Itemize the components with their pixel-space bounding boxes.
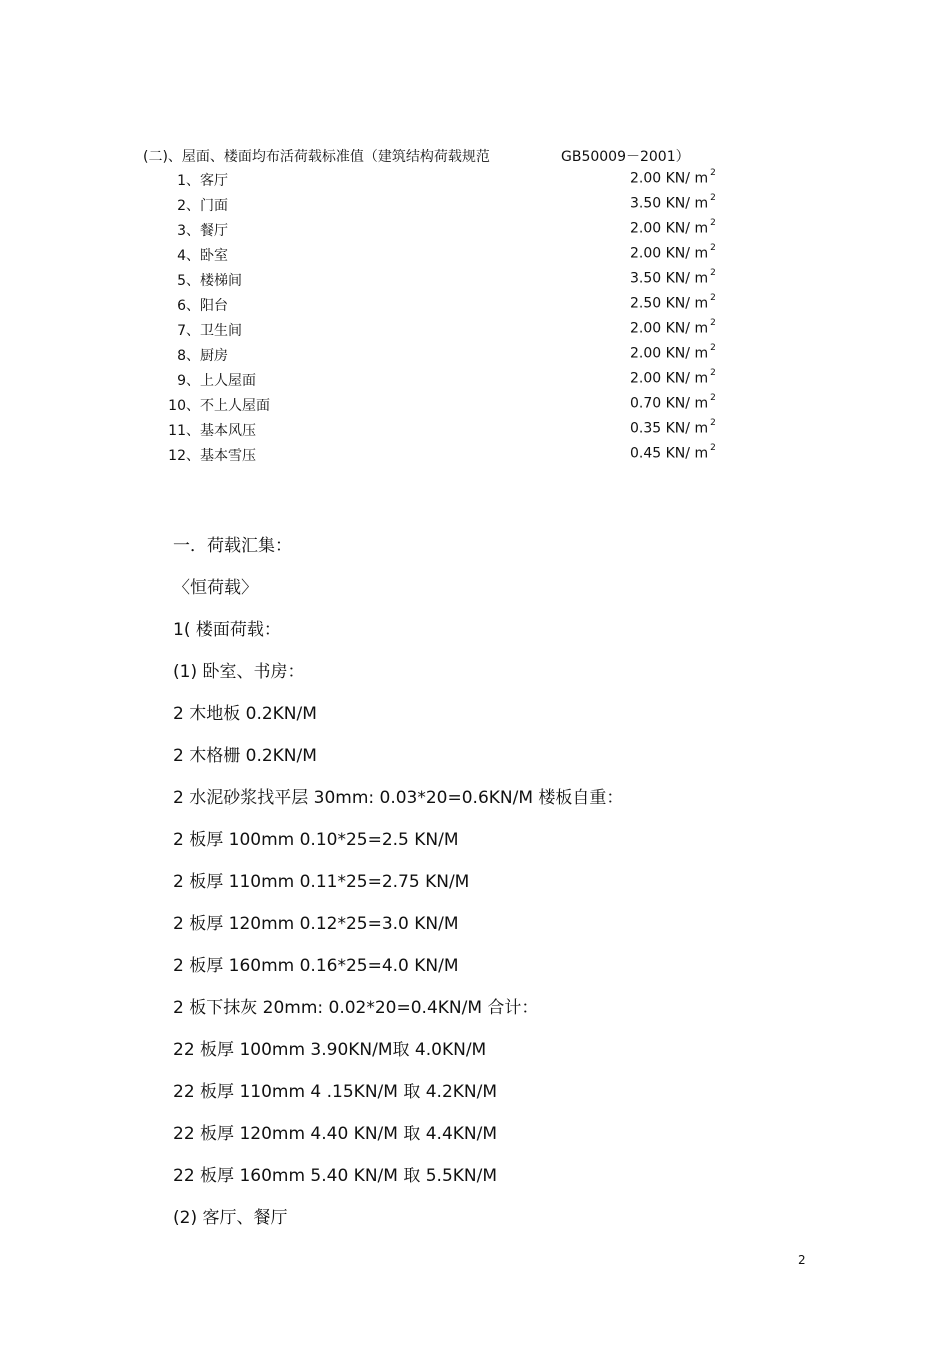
body-paragraph: 2 板厚 160mm 0.16*25=4.0 KN/M bbox=[173, 956, 459, 976]
load-row-index: 4、 bbox=[177, 248, 200, 264]
load-row bbox=[160, 245, 740, 270]
load-row-index: 3、 bbox=[177, 223, 200, 239]
load-row-value bbox=[630, 295, 716, 312]
load-row-name: 上人屋面 bbox=[200, 373, 256, 389]
unit-superscript: 2 bbox=[710, 368, 716, 378]
load-row-index: 2、 bbox=[177, 198, 200, 214]
load-row-name: 餐厅 bbox=[200, 223, 228, 239]
load-row-value bbox=[630, 345, 716, 362]
load-value-text: 2.00 KN/ m bbox=[630, 370, 709, 387]
load-row-name: 阳台 bbox=[200, 298, 228, 314]
body-paragraph: 2 板厚 120mm 0.12*25=3.0 KN/M bbox=[173, 914, 459, 934]
body-paragraph: 1( 楼面荷载： bbox=[173, 620, 281, 640]
load-row-index: 5、 bbox=[177, 273, 200, 289]
load-row-name: 卧室 bbox=[200, 248, 228, 264]
body-paragraph: 2 板下抹灰 20mm: 0.02*20=0.4KN/M 合计： bbox=[173, 998, 539, 1018]
body-paragraph: 一．荷载汇集： bbox=[173, 536, 292, 556]
unit-superscript: 2 bbox=[710, 343, 716, 353]
load-row-value bbox=[630, 420, 716, 437]
load-row bbox=[160, 295, 740, 320]
load-value-text: 0.70 KN/ m bbox=[630, 395, 709, 412]
load-row-index: 7、 bbox=[177, 323, 200, 339]
unit-superscript: 2 bbox=[710, 218, 716, 228]
load-row bbox=[160, 270, 740, 295]
body-paragraph: 22 板厚 160mm 5.40 KN/M 取 5.5KN/M bbox=[173, 1166, 498, 1186]
load-value-text: 2.00 KN/ m bbox=[630, 245, 709, 262]
load-value-text: 2.50 KN/ m bbox=[630, 295, 709, 312]
section-title-text: (二)、屋面、楼面均布活荷载标准值（建筑结构荷载规范 bbox=[143, 149, 490, 165]
unit-superscript: 2 bbox=[710, 443, 716, 453]
standard-code: GB50009－2001） bbox=[561, 149, 690, 165]
load-row-value bbox=[630, 220, 716, 237]
load-row-index: 12、 bbox=[168, 448, 200, 464]
load-row-value bbox=[630, 170, 716, 187]
load-row-name: 楼梯间 bbox=[200, 273, 242, 289]
load-row-name: 门面 bbox=[200, 198, 228, 214]
load-row-name: 基本雪压 bbox=[200, 448, 256, 464]
load-row bbox=[160, 445, 740, 470]
load-row bbox=[160, 395, 740, 420]
load-value-text: 2.00 KN/ m bbox=[630, 320, 709, 337]
load-row-value bbox=[630, 395, 716, 412]
load-row-value bbox=[630, 370, 716, 387]
body-paragraph: 22 板厚 110mm 4 .15KN/M 取 4.2KN/M bbox=[173, 1082, 498, 1102]
load-value-text: 0.35 KN/ m bbox=[630, 420, 709, 437]
load-value-text: 0.45 KN/ m bbox=[630, 445, 709, 462]
load-row bbox=[160, 370, 740, 395]
body-paragraph: 22 板厚 100mm 3.90KN/M取 4.0KN/M bbox=[173, 1040, 487, 1060]
unit-superscript: 2 bbox=[710, 393, 716, 403]
load-row-index: 8、 bbox=[177, 348, 200, 364]
load-row-value bbox=[630, 445, 716, 462]
load-row-index: 11、 bbox=[168, 423, 200, 439]
unit-superscript: 2 bbox=[710, 193, 716, 203]
load-row-value bbox=[630, 245, 716, 262]
load-row-value bbox=[630, 270, 716, 287]
load-row-name: 卫生间 bbox=[200, 323, 242, 339]
load-value-text: 3.50 KN/ m bbox=[630, 270, 709, 287]
load-row-index: 6、 bbox=[177, 298, 200, 314]
unit-superscript: 2 bbox=[710, 243, 716, 253]
body-paragraph: 〈恒荷载〉 bbox=[173, 578, 258, 598]
body-paragraph: (2) 客厅、餐厅 bbox=[173, 1208, 288, 1228]
unit-superscript: 2 bbox=[710, 318, 716, 328]
load-row-name: 客厅 bbox=[200, 173, 228, 189]
load-row bbox=[160, 195, 740, 220]
page-number: 2 bbox=[798, 1253, 806, 1267]
load-row-name: 不上人屋面 bbox=[200, 398, 270, 414]
body-paragraph: 2 板厚 110mm 0.11*25=2.75 KN/M bbox=[173, 872, 470, 892]
load-value-text: 3.50 KN/ m bbox=[630, 195, 709, 212]
body-paragraph: 22 板厚 120mm 4.40 KN/M 取 4.4KN/M bbox=[173, 1124, 498, 1144]
load-row bbox=[160, 320, 740, 345]
load-row-value bbox=[630, 195, 716, 212]
load-row bbox=[160, 220, 740, 245]
load-row bbox=[160, 420, 740, 445]
unit-superscript: 2 bbox=[710, 418, 716, 428]
load-row-index: 9、 bbox=[177, 373, 200, 389]
unit-superscript: 2 bbox=[710, 168, 716, 178]
body-paragraph: 2 板厚 100mm 0.10*25=2.5 KN/M bbox=[173, 830, 459, 850]
load-value-text: 2.00 KN/ m bbox=[630, 220, 709, 237]
section-title bbox=[143, 146, 690, 166]
load-row-index: 1、 bbox=[177, 173, 200, 189]
load-row bbox=[160, 170, 740, 195]
body-paragraph: 2 木地板 0.2KN/M bbox=[173, 704, 317, 724]
unit-superscript: 2 bbox=[710, 293, 716, 303]
load-row bbox=[160, 345, 740, 370]
body-paragraph: 2 木格栅 0.2KN/M bbox=[173, 746, 317, 766]
load-row-name: 厨房 bbox=[200, 348, 228, 364]
load-value-text: 2.00 KN/ m bbox=[630, 345, 709, 362]
load-collection-body bbox=[173, 534, 853, 1248]
body-paragraph: 2 水泥砂浆找平层 30mm: 0.03*20=0.6KN/M 楼板自重： bbox=[173, 788, 624, 808]
unit-superscript: 2 bbox=[710, 268, 716, 278]
load-row-name: 基本风压 bbox=[200, 423, 256, 439]
load-row-value bbox=[630, 320, 716, 337]
load-row-index: 10、 bbox=[168, 398, 200, 414]
live-load-table bbox=[160, 170, 740, 470]
load-value-text: 2.00 KN/ m bbox=[630, 170, 709, 187]
body-paragraph: (1) 卧室、书房： bbox=[173, 662, 305, 682]
